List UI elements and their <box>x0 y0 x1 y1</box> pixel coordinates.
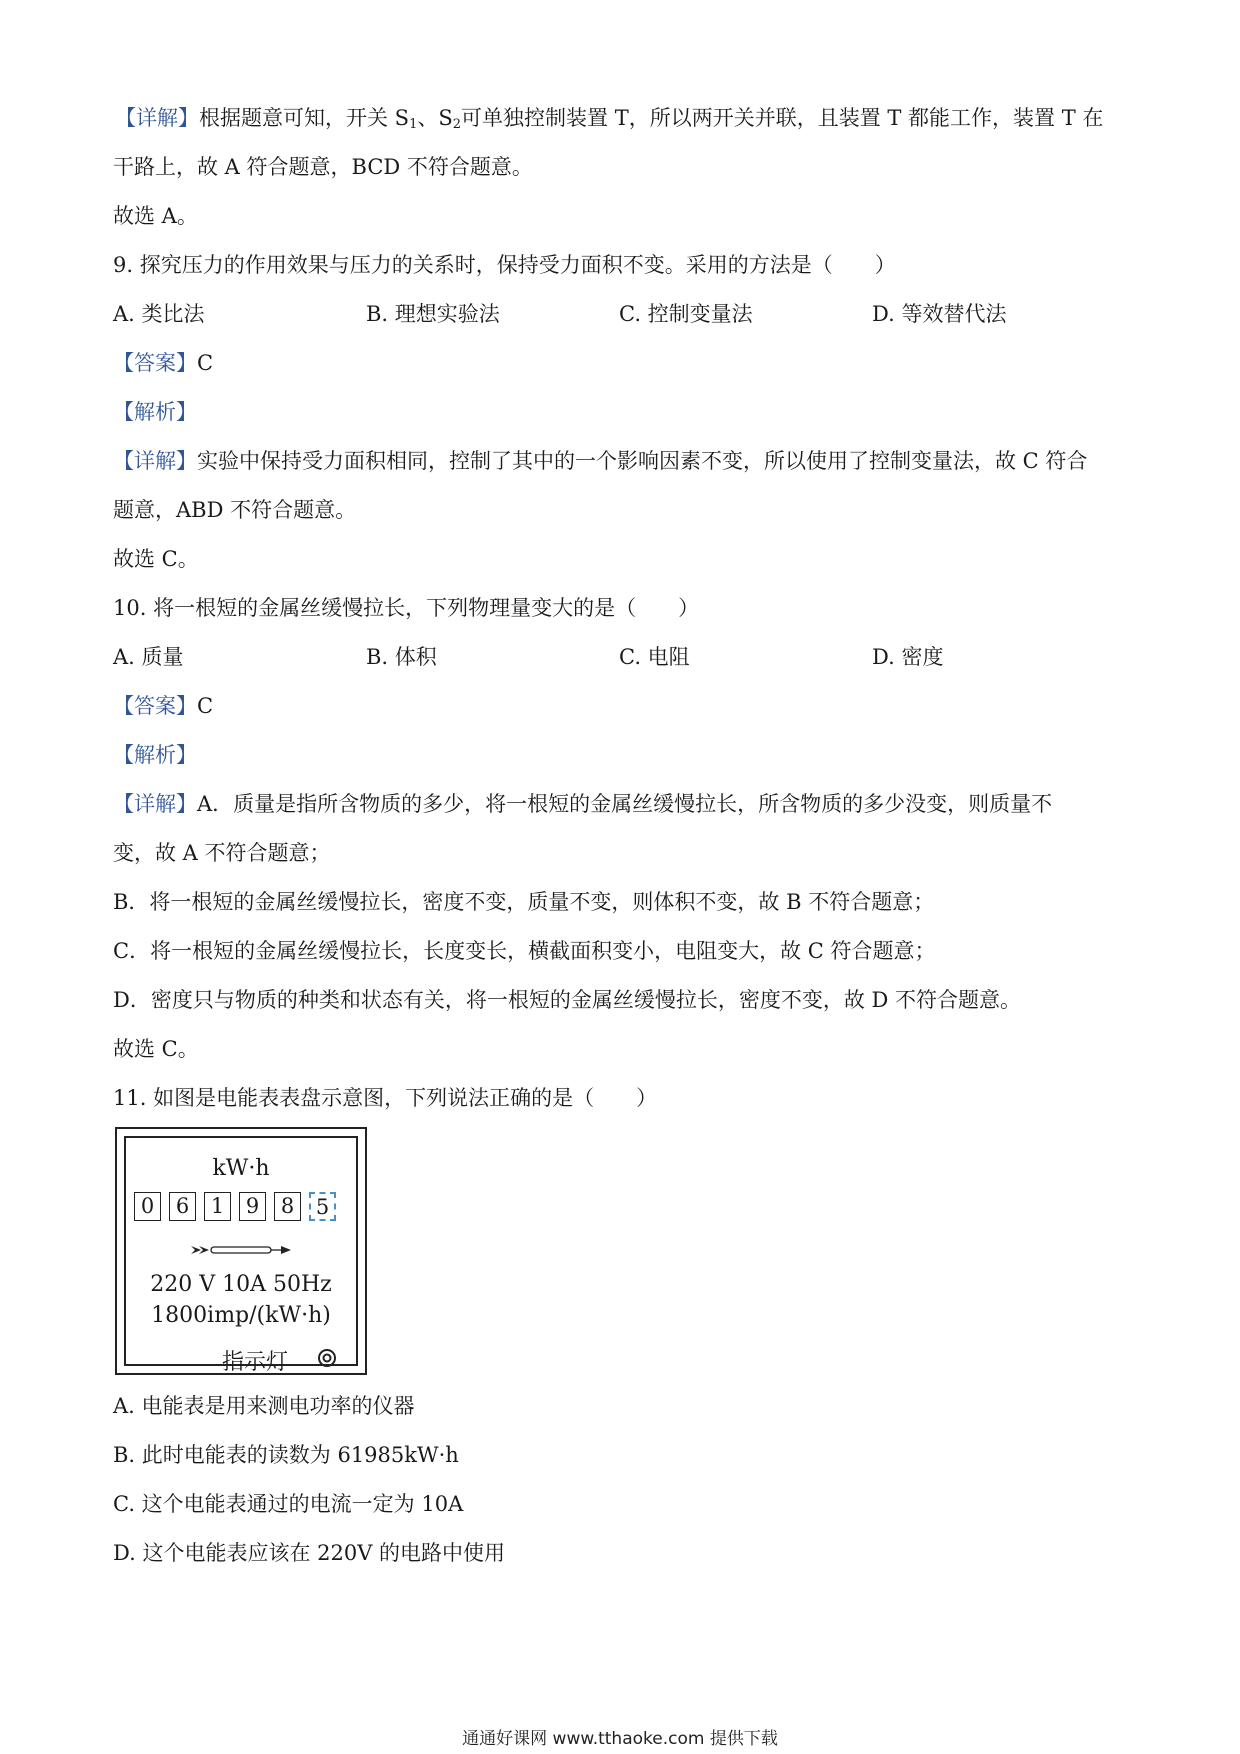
q11-option-d: D. 这个电能表应该在 220V 的电路中使用 <box>113 1541 506 1565</box>
meter-digit: 0 <box>134 1192 161 1221</box>
q10-detail-line1 <box>113 790 1052 818</box>
q9-option-c: C. 控制变量法 <box>619 302 753 326</box>
detail-text: 可单独控制装置 T，所以两开关并联，且装置 T 都能工作，装置 T 在 <box>461 106 1104 130</box>
q10-detail-line2: 变，故 A 不符合题意； <box>113 841 331 865</box>
q11-question: 11. 如图是电能表表盘示意图，下列说法正确的是（ ） <box>113 1086 658 1110</box>
answer-value: C <box>197 351 214 375</box>
energy-meter-figure <box>115 1127 367 1375</box>
subscript: 2 <box>452 117 462 132</box>
detail-text: 实验中保持受力面积相同，控制了其中的一个影响因素不变，所以使用了控制变量法，故 C 符合 <box>197 449 1088 473</box>
detail-text: 、S <box>417 106 453 130</box>
q10-analysis-tag: 【解析】 <box>113 743 197 767</box>
answer-value: C <box>197 694 214 718</box>
meter-digit: 9 <box>239 1192 266 1221</box>
subscript: 1 <box>409 117 418 132</box>
energy-meter-panel <box>124 1136 358 1375</box>
detail-tag: 【详解】 <box>113 792 197 816</box>
meter-digits <box>134 1192 336 1221</box>
q8-detail-line1 <box>115 104 1103 139</box>
q10-option-d: D. 密度 <box>872 645 944 669</box>
meter-spec-constant: 1800imp/(kW·h) <box>151 1303 331 1328</box>
q11-option-c: C. 这个电能表通过的电流一定为 10A <box>113 1492 464 1516</box>
q10-conclusion: 故选 C。 <box>113 1037 199 1061</box>
meter-spec-rating: 220 V 10A 50Hz <box>150 1272 332 1297</box>
q10-question: 10. 将一根短的金属丝缓慢拉长，下列物理量变大的是（ ） <box>113 596 700 620</box>
meter-digit: 1 <box>204 1192 231 1221</box>
q10-answer <box>113 692 213 720</box>
q9-detail-line1 <box>113 447 1087 475</box>
detail-tag: 【详解】 <box>113 449 197 473</box>
detail-text: 根据题意可知，开关 S <box>199 106 410 130</box>
q10-detail-c: C．将一根短的金属丝缓慢拉长，长度变长，横截面积变小，电阻变大，故 C 符合题意； <box>113 939 936 963</box>
q11-option-b: B. 此时电能表的读数为 61985kW·h <box>113 1443 459 1467</box>
detail-tag: 【详解】 <box>115 106 199 130</box>
q9-option-b: B. 理想实验法 <box>366 302 500 326</box>
rotation-arrow-icon <box>191 1243 291 1257</box>
indicator-lamp-label: 指示灯 <box>222 1350 289 1375</box>
q9-question: 9. 探究压力的作用效果与压力的关系时，保持受力面积不变。采用的方法是（ ） <box>113 253 896 277</box>
page-footer: 通通好课网 www.tthaoke.com 提供下载 <box>462 1729 778 1749</box>
q10-detail-d: D．密度只与物质的种类和状态有关，将一根短的金属丝缓慢拉长，密度不变，故 D 不符合题意。 <box>113 988 1022 1012</box>
q9-conclusion: 故选 C。 <box>113 547 199 571</box>
q9-analysis-tag: 【解析】 <box>113 400 197 424</box>
q10-detail-b: B．将一根短的金属丝缓慢拉长，密度不变，质量不变，则体积不变，故 B 不符合题意； <box>113 890 935 914</box>
q9-option-a: A. 类比法 <box>113 302 205 326</box>
meter-unit: kW·h <box>212 1156 270 1181</box>
q9-option-d: D. 等效替代法 <box>872 302 1007 326</box>
meter-digit-decimal: 5 <box>309 1192 336 1221</box>
q8-detail-line2: 干路上，故 A 符合题意，BCD 不符合题意。 <box>113 155 533 179</box>
q8-conclusion: 故选 A。 <box>113 204 198 228</box>
q11-option-a: A. 电能表是用来测电功率的仪器 <box>113 1394 415 1418</box>
q10-option-c: C. 电阻 <box>619 645 690 669</box>
q10-option-b: B. 体积 <box>366 645 437 669</box>
q9-detail-line2: 题意，ABD 不符合题意。 <box>113 498 357 522</box>
meter-digit: 6 <box>169 1192 196 1221</box>
q10-option-a: A. 质量 <box>113 645 184 669</box>
meter-digit: 8 <box>274 1192 301 1221</box>
indicator-lamp-icon <box>316 1347 338 1369</box>
answer-tag: 【答案】 <box>113 694 197 718</box>
detail-text: A．质量是指所含物质的多少，将一根短的金属丝缓慢拉长，所含物质的多少没变，则质量不 <box>197 792 1053 816</box>
q9-answer <box>113 349 213 377</box>
answer-tag: 【答案】 <box>113 351 197 375</box>
